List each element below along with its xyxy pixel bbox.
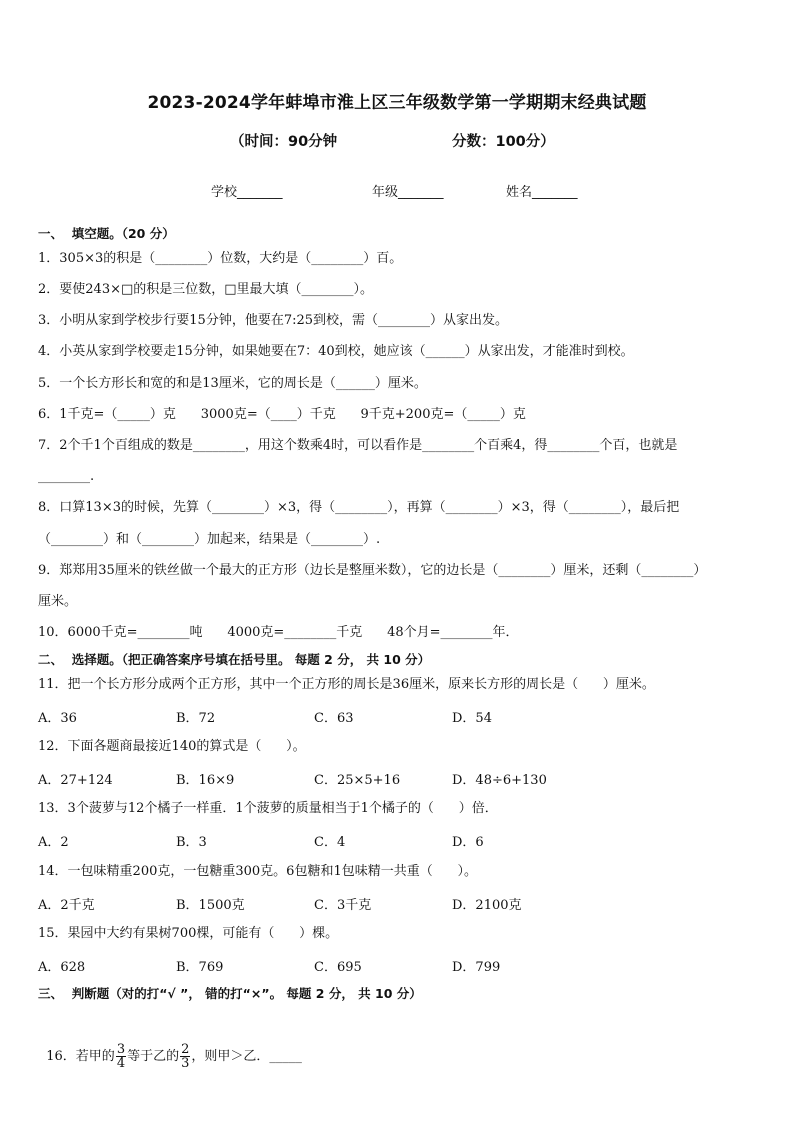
section-judge-heading: 三、 判断题（对的打“√ ”， 错的打“×”。 每题 2 分， 共 10 分） — [38, 986, 422, 1001]
question-4: 4．小英从家到学校要走15分钟，如果她要在7：40到校，她应该（______）从家出发，才能准时到校。 — [38, 344, 634, 359]
option-14-d[interactable]: D．2100克 — [452, 898, 522, 913]
fraction-2-numerator: 2 — [181, 1042, 190, 1057]
option-14-c[interactable]: C．3千克 — [314, 898, 372, 913]
option-13-b[interactable]: B．3 — [176, 835, 207, 850]
option-11-c[interactable]: C．63 — [314, 711, 354, 726]
question-8: 8．口算13×3的时候，先算（________）×3，得（________），再算（________）×3，得（________），最后把 — [38, 500, 680, 515]
fraction-1-denominator: 4 — [116, 1056, 126, 1071]
option-12-b[interactable]: B．16×9 — [176, 773, 235, 788]
question-16 — [38, 1012, 764, 1072]
section-fill-blank-heading: 一、 填空题。（20 分） — [38, 226, 175, 241]
question-12: 12．下面各题商最接近140的算式是（ ）。 — [38, 739, 306, 754]
option-12-a[interactable]: A．27+124 — [38, 773, 113, 788]
option-13-a[interactable]: A．2 — [38, 835, 69, 850]
fraction-1-numerator: 3 — [116, 1042, 126, 1057]
option-15-d[interactable]: D．799 — [452, 960, 501, 975]
question-3: 3．小明从家到学校步行要15分钟，他要在7:25到校，需（________）从家出发。 — [38, 313, 509, 328]
question-16-suffix: ，则甲＞乙．_____ — [191, 1049, 302, 1064]
question-11: 11．把一个长方形分成两个正方形，其中一个正方形的周长是36厘米，原来长方形的周长是（ ）厘米。 — [38, 677, 655, 692]
question-7-continued: ________. — [38, 469, 95, 484]
question-6: 6．1千克=（_____）克 3000克=（____）千克 9千克+200克=（_____）克 — [38, 407, 526, 422]
option-14-b[interactable]: B．1500克 — [176, 898, 245, 913]
option-12-d[interactable]: D．48÷6+130 — [452, 773, 547, 788]
option-12-c[interactable]: C．25×5+16 — [314, 773, 401, 788]
page-title: 2023-2024学年蚌埠市淮上区三年级数学第一学期期末经典试题 — [147, 93, 647, 113]
option-11-a[interactable]: A．36 — [38, 711, 77, 726]
option-11-d[interactable]: D．54 — [452, 711, 492, 726]
option-15-b[interactable]: B．769 — [176, 960, 224, 975]
question-16-middle: 等于乙的 — [127, 1049, 180, 1064]
option-14-a[interactable]: A．2千克 — [38, 898, 95, 913]
option-15-a[interactable]: A．628 — [38, 960, 86, 975]
exam-score: 分数：100分） — [452, 134, 555, 150]
question-10: 10．6000千克=________吨 4000克=________千克 48个月=________年． — [38, 625, 519, 640]
question-9-continued: 厘米。 — [38, 594, 78, 609]
option-11-b[interactable]: B．72 — [176, 711, 216, 726]
question-8-continued: （________）和（________）加起来，结果是（________）. — [38, 532, 381, 547]
option-15-c[interactable]: C．695 — [314, 960, 362, 975]
grade-field[interactable]: 年级_______ — [372, 185, 444, 200]
fraction-two-thirds — [180, 1043, 190, 1070]
option-13-c[interactable]: C．4 — [314, 835, 346, 850]
question-2: 2．要使243×□的积是三位数，□里最大填（________）。 — [38, 282, 374, 297]
question-7: 7．2个千1个百组成的数是________，用这个数乘4时，可以看作是________个百乘4，得________个百，也就是 — [38, 438, 678, 453]
question-13: 13．3个菠萝与12个橘子一样重．1个菠萝的质量相当于1个橘子的（ ）倍． — [38, 801, 498, 816]
question-16-prefix: 16．若甲的 — [46, 1049, 115, 1064]
question-5: 5．一个长方形长和宽的和是13厘米，它的周长是（______）厘米。 — [38, 376, 427, 391]
exam-time: （时间：90分钟 — [230, 134, 338, 150]
question-9: 9．郑郑用35厘米的铁丝做一个最大的正方形（边长是整厘米数），它的边长是（________）厘米，还剩（________） — [38, 563, 707, 578]
option-13-d[interactable]: D．6 — [452, 835, 484, 850]
fraction-three-quarters — [116, 1043, 126, 1070]
question-14: 14．一包味精重200克，一包糖重300克。6包糖和1包味精一共重（ ）。 — [38, 864, 478, 879]
fraction-2-denominator: 3 — [181, 1056, 190, 1071]
question-1: 1．305×3的积是（________）位数，大约是（________）百。 — [38, 251, 403, 266]
section-choice-heading: 二、 选择题。（把正确答案序号填在括号里。 每题 2 分， 共 10 分） — [38, 652, 431, 667]
name-field[interactable]: 姓名_______ — [506, 185, 578, 200]
school-field[interactable]: 学校_______ — [211, 185, 283, 200]
question-15: 15．果园中大约有果树700棵，可能有（ ）棵。 — [38, 926, 339, 941]
